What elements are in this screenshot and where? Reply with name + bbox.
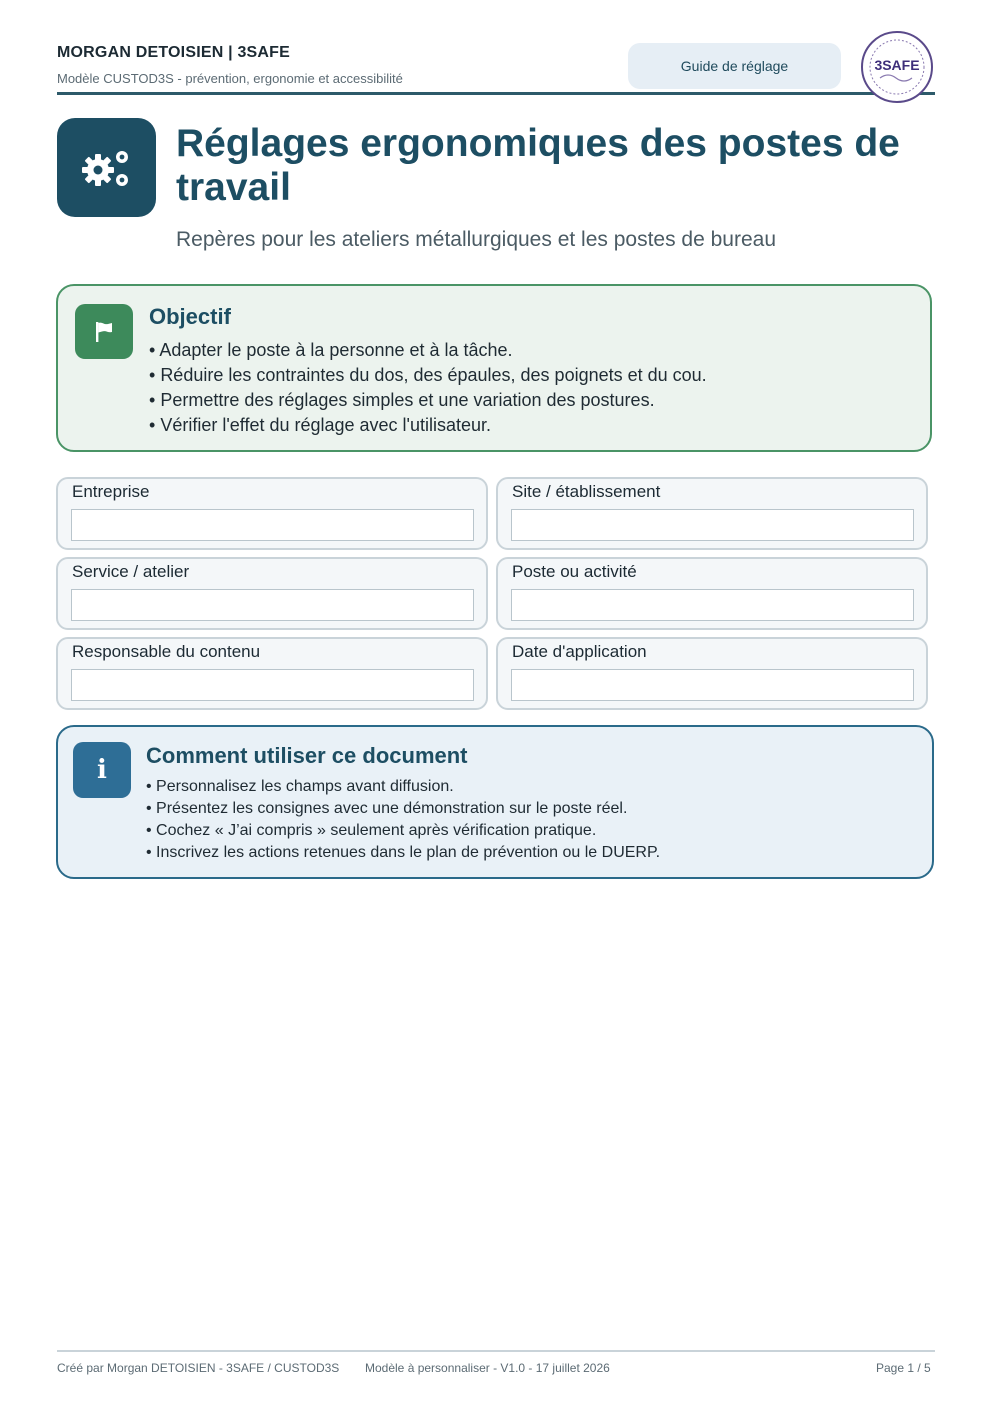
- objective-title: Objectif: [149, 304, 231, 329]
- poste-input[interactable]: [511, 589, 914, 621]
- responsable-input[interactable]: [71, 669, 474, 701]
- seal-text: 3SAFE: [874, 57, 920, 73]
- field-label: Poste ou activité: [512, 562, 637, 581]
- field-label: Site / établissement: [512, 482, 661, 501]
- objective-list: [149, 338, 707, 438]
- brand-name: MORGAN DETOISIEN | 3SAFE: [57, 44, 291, 61]
- info-title: Comment utiliser ce document: [146, 743, 468, 768]
- objective-item: • Permettre des réglages simples et une variation des postures.: [149, 388, 707, 413]
- entreprise-input[interactable]: [71, 509, 474, 541]
- page-subtitle: Repères pour les ateliers métallurgiques et les postes de bureau: [176, 228, 777, 251]
- info-item: • Personnalisez les champs avant diffusion.: [146, 776, 660, 798]
- page-number: Page 1 / 5: [876, 1361, 931, 1375]
- info-list: [146, 776, 660, 864]
- field-label: Date d'application: [512, 642, 647, 661]
- info-item: • Inscrivez les actions retenues dans le plan de prévention ou le DUERP.: [146, 842, 660, 864]
- gears-icon: [57, 118, 156, 217]
- field-date: [496, 637, 928, 710]
- field-site: [496, 477, 928, 550]
- service-input[interactable]: [71, 589, 474, 621]
- field-entreprise: [56, 477, 488, 550]
- flag-icon: [75, 304, 133, 359]
- field-service: [56, 557, 488, 630]
- objective-item: • Adapter le poste à la personne et à la tâche.: [149, 338, 707, 363]
- field-label: Entreprise: [72, 482, 150, 501]
- header-divider: [57, 92, 935, 95]
- field-responsable: [56, 637, 488, 710]
- info-item: • Présentez les consignes avec une démonstration sur le poste réel.: [146, 798, 660, 820]
- objective-item: • Vérifier l'effet du réglage avec l'utilisateur.: [149, 413, 707, 438]
- footer-author: Créé par Morgan DETOISIEN - 3SAFE / CUSTOD3S: [57, 1361, 340, 1375]
- date-input[interactable]: [511, 669, 914, 701]
- page-title: Réglages ergonomiques des postes de travail: [176, 122, 900, 209]
- footer-version: Modèle à personnaliser - V1.0 - 17 juillet 2026: [365, 1361, 610, 1375]
- objective-item: • Réduire les contraintes du dos, des épaules, des poignets et du cou.: [149, 363, 707, 388]
- info-icon: i: [73, 742, 131, 798]
- field-label: Service / atelier: [72, 562, 190, 581]
- brand-subtitle: Modèle CUSTOD3S - prévention, ergonomie et accessibilité: [57, 71, 403, 86]
- info-item: • Cochez « J’ai compris » seulement après vérification pratique.: [146, 820, 660, 842]
- footer-divider: [57, 1350, 935, 1352]
- field-poste: [496, 557, 928, 630]
- company-seal-logo: [860, 30, 934, 104]
- field-label: Responsable du contenu: [72, 642, 261, 661]
- guide-badge: Guide de réglage: [628, 43, 841, 89]
- site-input[interactable]: [511, 509, 914, 541]
